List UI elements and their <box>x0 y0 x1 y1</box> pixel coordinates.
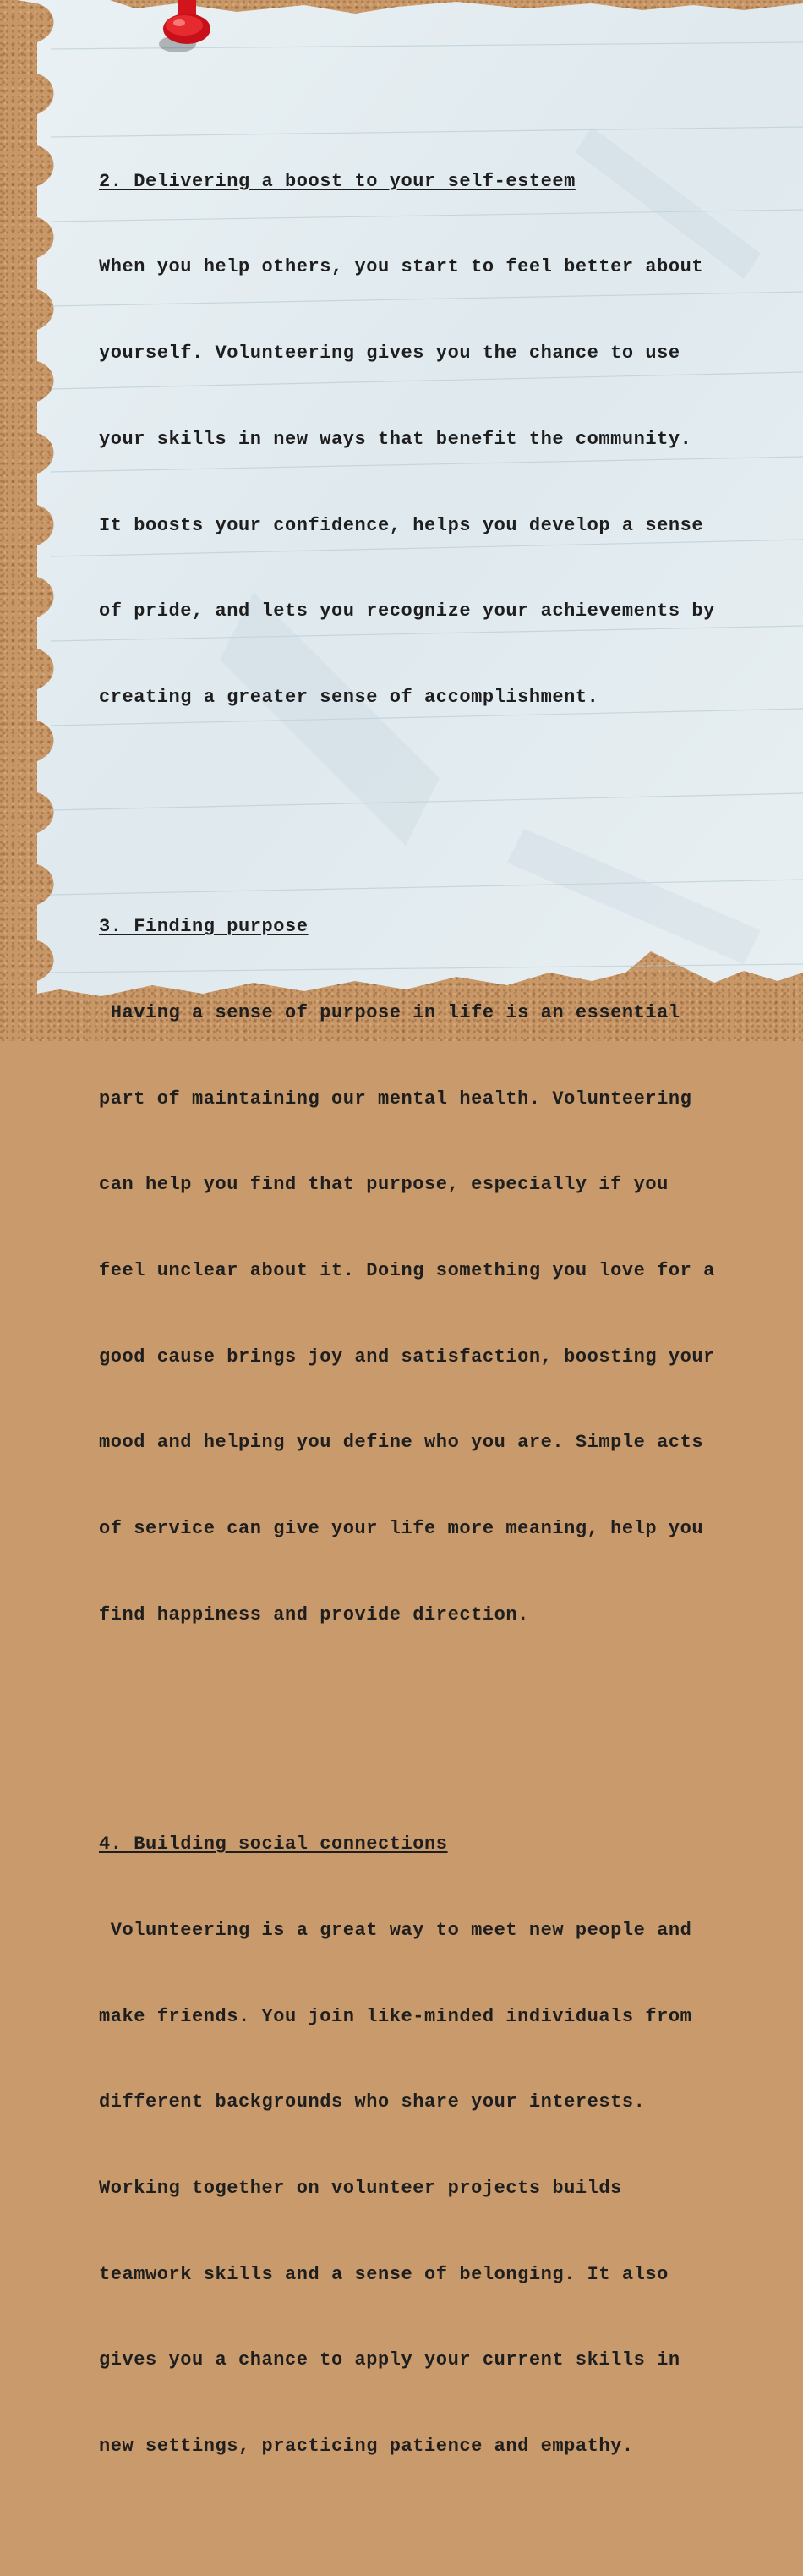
paragraph-line: new settings, practicing patience and empathy. <box>99 2436 634 2458</box>
section-social-connections <box>99 1773 775 2518</box>
paragraph-line: Working together on volunteer projects builds <box>99 2178 622 2200</box>
paragraph-line: gives you a chance to apply your current skills in <box>99 2349 680 2371</box>
push-pin-icon <box>152 0 220 59</box>
paragraph-line: Having a sense of purpose in life is an essential <box>99 1001 680 1023</box>
section-finding-purpose <box>99 855 775 1686</box>
section-heading: 2. Delivering a boost to your self-esteem <box>99 170 576 192</box>
paragraph-line: part of maintaining our mental health. Volunteering <box>99 1088 692 1110</box>
paragraph-line: creating a greater sense of accomplishment. <box>99 686 599 708</box>
paragraph-line: of pride, and lets you recognize your achievements by <box>99 600 715 622</box>
paragraph-line: teamwork skills and a sense of belonging. It also <box>99 2263 669 2285</box>
paragraph-line: find happiness and provide direction. <box>99 1603 529 1625</box>
section-heading: 3. Finding purpose <box>99 916 309 938</box>
paragraph-line: can help you find that purpose, especially if you <box>99 1174 669 1196</box>
paragraph-line: your skills in new ways that benefit the community. <box>99 428 692 450</box>
paragraph-line: It boosts your confidence, helps you develop a sense <box>99 514 704 536</box>
paragraph-line: mood and helping you define who you are. Simple acts <box>99 1432 704 1454</box>
section-self-esteem <box>99 110 775 770</box>
paragraph-line: good cause brings joy and satisfaction, boosting your <box>99 1346 715 1367</box>
paragraph-line: of service can give your life more meaning, help you <box>99 1518 704 1540</box>
article-body <box>99 52 775 2576</box>
paragraph-line: When you help others, you start to feel better about <box>99 256 704 278</box>
paragraph-line: Volunteering is a great way to meet new people and <box>99 1919 692 1941</box>
paragraph-line: yourself. Volunteering gives you the chance to use <box>99 343 680 364</box>
paragraph-line: feel unclear about it. Doing something you love for a <box>99 1260 715 1282</box>
section-heading: 4. Building social connections <box>99 1833 448 1855</box>
paragraph-line: different backgrounds who share your interests. <box>99 2091 646 2113</box>
paragraph-line: make friends. You join like-minded individuals from <box>99 2005 692 2027</box>
